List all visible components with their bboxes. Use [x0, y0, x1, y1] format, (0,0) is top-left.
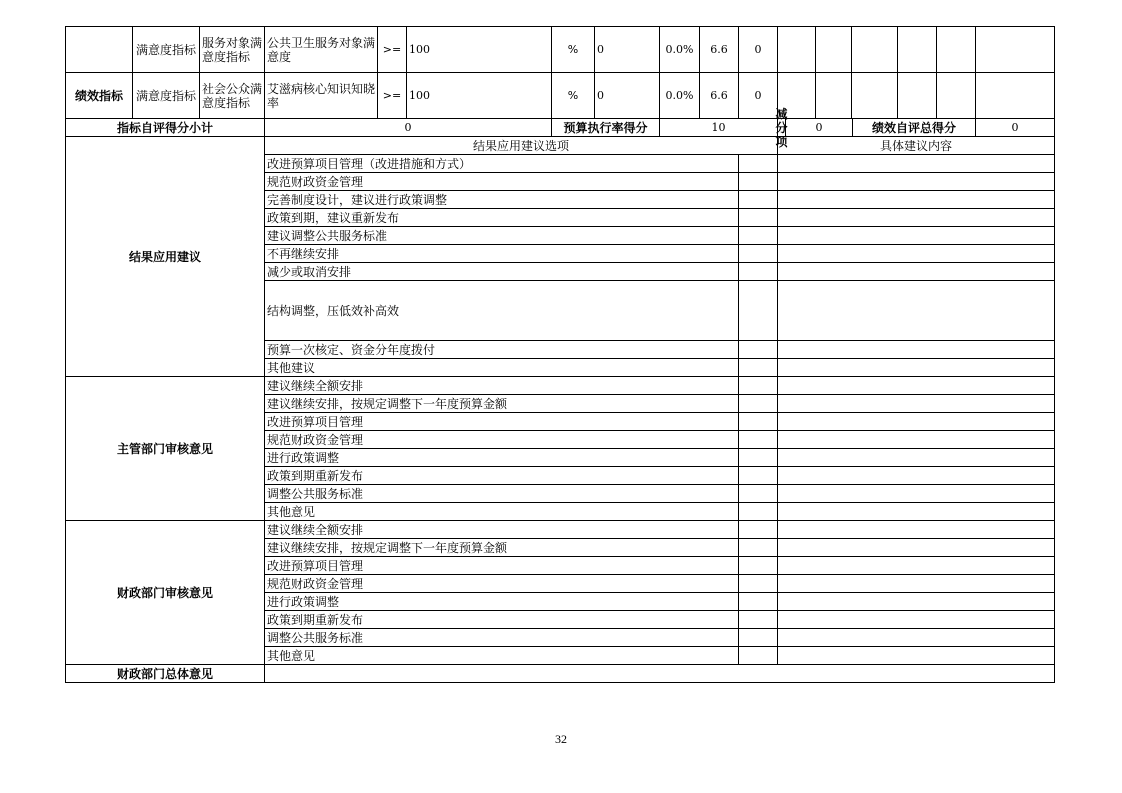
perf-target-cell-text: 100 [409, 89, 430, 102]
finance-section-title [65, 520, 265, 665]
overall-opinion-value[interactable] [264, 664, 1055, 683]
perf-completion-rate-cell-text: 0.0% [665, 43, 694, 56]
finance-option-content[interactable] [777, 628, 1055, 647]
overall-opinion-label-text: 财政部门总体意见 [116, 666, 213, 681]
dept-option-check[interactable] [738, 430, 778, 449]
perf-target-cell [406, 26, 552, 73]
perf-completion-rate-cell [659, 26, 700, 73]
perf-blank-cell [936, 72, 976, 119]
perf-level2-cell-text: 满意度指标 [135, 88, 196, 103]
finance-option-check[interactable] [738, 628, 778, 647]
finance-option-label [264, 628, 739, 647]
perf-blank-cell [897, 26, 937, 73]
perf-level3-cell-text: 服务对象满意度指标 [202, 35, 263, 64]
result-option-content[interactable] [777, 244, 1055, 263]
perf-level3-cell [199, 72, 265, 119]
finance-option-label-text: 进行政策调整 [267, 594, 340, 609]
perf-operator-cell [377, 72, 407, 119]
dept-option-label [264, 448, 739, 467]
finance-option-label [264, 556, 739, 575]
dept-option-check[interactable] [738, 394, 778, 413]
dept-option-check[interactable] [738, 448, 778, 467]
dept-option-label-text: 建议继续安排，按规定调整下一年度预算金额 [267, 396, 508, 411]
result-options-header [264, 136, 778, 155]
perf-actual-cell-text: 0 [597, 43, 604, 56]
finance-option-content[interactable] [777, 538, 1055, 557]
subtotal-label [65, 118, 265, 137]
dept-option-label [264, 430, 739, 449]
result-option-check[interactable] [738, 208, 778, 227]
dept-option-label [264, 466, 739, 485]
dept-option-content[interactable] [777, 394, 1055, 413]
perf-level1-cell [65, 72, 133, 119]
perf-level2-cell [132, 72, 200, 119]
result-options-header-text: 结果应用建议选项 [472, 138, 569, 153]
perf-unit-cell-text: % [567, 43, 579, 56]
result-option-label [264, 208, 739, 227]
subtotal-value [264, 118, 552, 137]
dept-option-check[interactable] [738, 502, 778, 521]
dept-option-label [264, 394, 739, 413]
budget-rate-value [659, 118, 778, 137]
total-score-value [975, 118, 1055, 137]
result-option-label-text: 完善制度设计，建议进行政策调整 [267, 192, 448, 207]
dept-option-label-text: 建议继续全额安排 [267, 378, 364, 393]
budget-rate-label [551, 118, 660, 137]
dept-option-content[interactable] [777, 412, 1055, 431]
perf-actual-cell-text: 0 [597, 89, 604, 102]
perf-operator-cell [377, 26, 407, 73]
perf-blank-cell [851, 72, 898, 119]
perf-operator-cell-text: >= [382, 43, 402, 56]
budget-rate-value-text: 10 [711, 121, 726, 134]
overall-opinion-label [65, 664, 265, 683]
evaluation-table [66, 27, 1055, 680]
finance-option-label-text: 调整公共服务标准 [267, 630, 364, 645]
finance-option-label [264, 592, 739, 611]
dept-option-content[interactable] [777, 376, 1055, 395]
perf-blank-cell [815, 26, 852, 73]
perf-score-cell-text: 0 [754, 89, 762, 102]
subtotal-label-text: 指标自评得分小计 [116, 120, 213, 135]
perf-weight-cell [699, 26, 739, 73]
perf-weight-cell [699, 72, 739, 119]
finance-option-content[interactable] [777, 592, 1055, 611]
dept-section-title-text: 主管部门审核意见 [116, 441, 213, 456]
dept-option-label-text: 进行政策调整 [267, 450, 340, 465]
result-option-check[interactable] [738, 172, 778, 191]
result-option-label-text: 结构调整，压低效补高效 [267, 303, 400, 318]
perf-operator-cell-text: >= [382, 89, 402, 102]
result-option-content[interactable] [777, 262, 1055, 281]
budget-rate-label-text: 预算执行率得分 [563, 120, 648, 135]
perf-blank-cell [815, 72, 852, 119]
page-number: 32 [555, 732, 567, 746]
perf-completion-rate-cell-text: 0.0% [665, 89, 694, 102]
perf-target-cell-text: 100 [409, 43, 430, 56]
result-option-label [264, 190, 739, 209]
result-option-label-text: 建议调整公共服务标准 [267, 228, 388, 243]
result-option-label [264, 154, 739, 173]
finance-option-check[interactable] [738, 592, 778, 611]
result-option-content[interactable] [777, 208, 1055, 227]
finance-option-label [264, 610, 739, 629]
perf-blank-cell [777, 26, 816, 73]
perf-blank-cell [851, 26, 898, 73]
dept-section-title [65, 376, 265, 521]
result-option-content[interactable] [777, 190, 1055, 209]
result-option-label [264, 340, 739, 359]
subtotal-value-text: 0 [404, 121, 412, 134]
result-option-label-text: 规范财政资金管理 [267, 174, 364, 189]
result-option-label-text: 其他建议 [267, 360, 316, 375]
result-option-label [264, 226, 739, 245]
finance-option-label-text: 建议继续安排，按规定调整下一年度预算金额 [267, 540, 508, 555]
dept-option-check[interactable] [738, 412, 778, 431]
result-option-label [264, 172, 739, 191]
perf-score-cell-text: 0 [754, 43, 762, 56]
finance-option-check[interactable] [738, 538, 778, 557]
result-section-title [65, 136, 265, 377]
result-option-label-text: 政策到期，建议重新发布 [267, 210, 400, 225]
result-option-label-text: 减少或取消安排 [267, 264, 352, 279]
result-option-check[interactable] [738, 244, 778, 263]
perf-level2-cell-text: 满意度指标 [135, 42, 196, 57]
result-option-check[interactable] [738, 226, 778, 245]
dept-option-check[interactable] [738, 466, 778, 485]
deduction-value [785, 118, 853, 137]
dept-option-content[interactable] [777, 484, 1055, 503]
dept-option-label-text: 规范财政资金管理 [267, 432, 364, 447]
result-option-check[interactable] [738, 154, 778, 173]
dept-option-content[interactable] [777, 466, 1055, 485]
result-option-content[interactable] [777, 340, 1055, 359]
result-option-content[interactable] [777, 280, 1055, 341]
finance-option-label-text: 规范财政资金管理 [267, 576, 364, 591]
perf-unit-cell-text: % [567, 89, 579, 102]
result-option-content[interactable] [777, 226, 1055, 245]
finance-option-label-text: 政策到期重新发布 [267, 612, 364, 627]
perf-unit-cell [551, 72, 595, 119]
perf-blank-cell [975, 72, 1055, 119]
finance-option-label [264, 574, 739, 593]
deduction-label-text: 减分项 [775, 106, 788, 149]
dept-option-label [264, 502, 739, 521]
dept-option-check[interactable] [738, 484, 778, 503]
perf-blank-cell [936, 26, 976, 73]
perf-blank-cell [975, 26, 1055, 73]
finance-option-content[interactable] [777, 610, 1055, 629]
perf-indicator-cell-text: 艾滋病核心知识知晓率 [267, 81, 376, 110]
result-option-label-text: 不再继续安排 [267, 246, 340, 261]
result-option-check[interactable] [738, 190, 778, 209]
dept-option-check[interactable] [738, 376, 778, 395]
result-option-label [264, 244, 739, 263]
result-option-content[interactable] [777, 358, 1055, 377]
dept-option-label [264, 412, 739, 431]
dept-option-content[interactable] [777, 430, 1055, 449]
perf-completion-rate-cell [659, 72, 700, 119]
finance-section-title-text: 财政部门审核意见 [116, 585, 213, 600]
finance-option-label [264, 520, 739, 539]
perf-actual-cell [594, 26, 660, 73]
result-option-label-text: 预算一次核定、资金分年度拨付 [267, 342, 436, 357]
result-option-label [264, 262, 739, 281]
perf-target-cell [406, 72, 552, 119]
result-option-label-text: 改进预算项目管理（改进措施和方式） [267, 156, 472, 171]
finance-option-label [264, 538, 739, 557]
finance-option-label-text: 其他意见 [267, 648, 316, 663]
finance-option-label-text: 改进预算项目管理 [267, 558, 364, 573]
finance-option-check[interactable] [738, 556, 778, 575]
perf-indicator-cell [264, 72, 378, 119]
perf-level1-cell-text: 绩效指标 [74, 88, 123, 103]
dept-option-label [264, 484, 739, 503]
result-option-label [264, 280, 739, 341]
perf-level2-cell [132, 26, 200, 73]
total-score-value-text: 0 [1011, 121, 1019, 134]
finance-option-content[interactable] [777, 556, 1055, 575]
dept-option-content[interactable] [777, 448, 1055, 467]
perf-score-cell [738, 72, 778, 119]
result-option-check[interactable] [738, 280, 778, 341]
total-score-label-text: 绩效自评总得分 [871, 120, 956, 135]
dept-option-label-text: 改进预算项目管理 [267, 414, 364, 429]
result-option-content[interactable] [777, 154, 1055, 173]
result-option-check[interactable] [738, 262, 778, 281]
finance-option-label-text: 建议继续全额安排 [267, 522, 364, 537]
deduction-value-text: 0 [815, 121, 823, 134]
perf-indicator-cell-text: 公共卫生服务对象满意度 [267, 35, 376, 64]
finance-option-content[interactable] [777, 646, 1055, 665]
result-option-content[interactable] [777, 172, 1055, 191]
dept-option-label [264, 376, 739, 395]
suggestion-content-header-text: 具体建议内容 [879, 138, 952, 153]
finance-option-content[interactable] [777, 520, 1055, 539]
total-score-label [852, 118, 976, 137]
perf-weight-cell-text: 6.6 [710, 43, 728, 56]
perf-blank-cell [897, 72, 937, 119]
result-option-label [264, 358, 739, 377]
result-option-check[interactable] [738, 358, 778, 377]
perf-level1-cell [65, 26, 133, 73]
finance-option-check[interactable] [738, 574, 778, 593]
finance-option-check[interactable] [738, 646, 778, 665]
finance-option-content[interactable] [777, 574, 1055, 593]
dept-option-label-text: 调整公共服务标准 [267, 486, 364, 501]
dept-option-label-text: 政策到期重新发布 [267, 468, 364, 483]
perf-weight-cell-text: 6.6 [710, 89, 728, 102]
perf-indicator-cell [264, 26, 378, 73]
suggestion-content-header [777, 136, 1055, 155]
finance-option-check[interactable] [738, 610, 778, 629]
perf-level3-cell-text: 社会公众满意度指标 [202, 81, 263, 110]
result-option-check[interactable] [738, 340, 778, 359]
perf-level3-cell [199, 26, 265, 73]
finance-option-label [264, 646, 739, 665]
dept-option-label-text: 其他意见 [267, 504, 316, 519]
finance-option-check[interactable] [738, 520, 778, 539]
perf-score-cell [738, 26, 778, 73]
perf-unit-cell [551, 26, 595, 73]
perf-actual-cell [594, 72, 660, 119]
dept-option-content[interactable] [777, 502, 1055, 521]
result-section-title-text: 结果应用建议 [128, 249, 201, 264]
